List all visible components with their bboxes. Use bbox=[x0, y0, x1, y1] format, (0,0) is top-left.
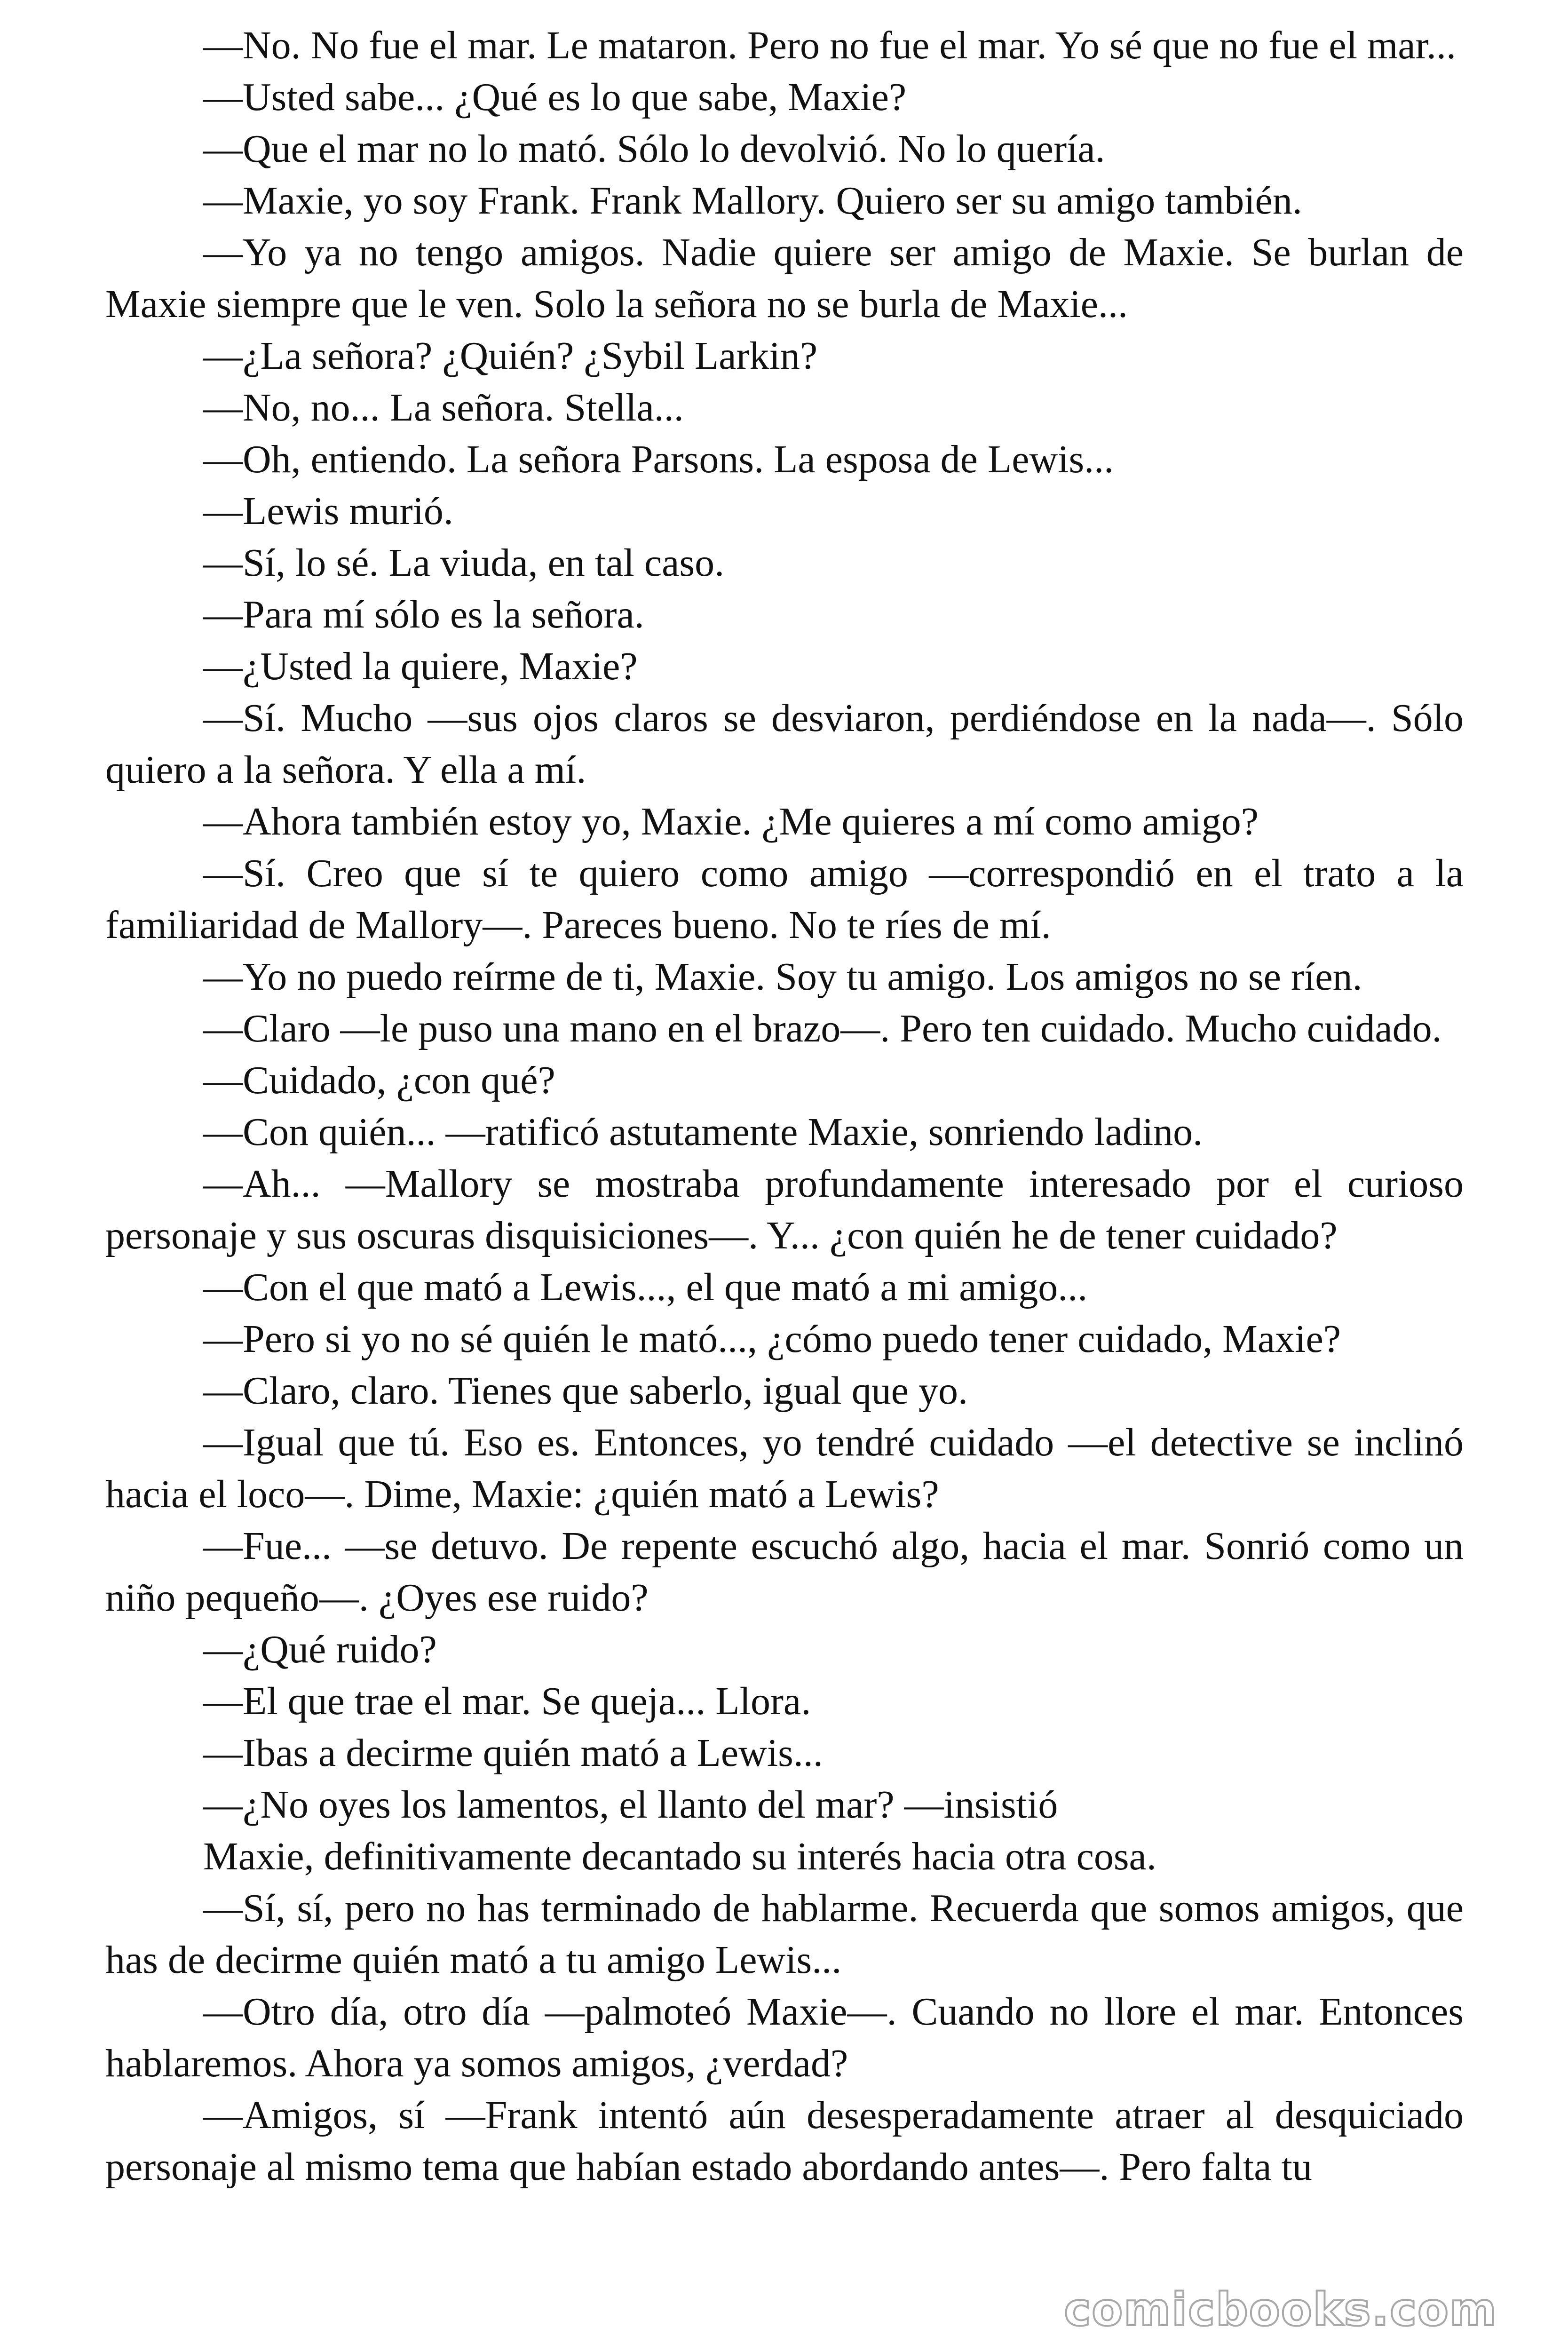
paragraph: —Ibas a decirme quién mató a Lewis... bbox=[203, 1731, 823, 1775]
paragraph: —Yo ya no tengo amigos. Nadie quiere ser amigo de Maxie. Se burlan de Maxie siempre que le ven. Solo la señora no se burla de Maxie... bbox=[105, 230, 1464, 326]
paragraph: Maxie, definitivamente decantado su interés hacia otra cosa. bbox=[203, 1835, 1156, 1878]
paragraph: —Ahora también estoy yo, Maxie. ¿Me quieres a mí como amigo? bbox=[203, 800, 1259, 843]
paragraph: —Claro —le puso una mano en el brazo—. Pero ten cuidado. Mucho cuidado. bbox=[203, 1007, 1442, 1050]
paragraph: —Con quién... —ratificó astutamente Maxie, sonriendo ladino. bbox=[203, 1110, 1203, 1154]
paragraph: —¿La señora? ¿Quién? ¿Sybil Larkin? bbox=[203, 334, 818, 378]
paragraph: —Maxie, yo soy Frank. Frank Mallory. Quiero ser su amigo también. bbox=[203, 179, 1302, 222]
paragraph: —Sí, sí, pero no has terminado de hablarme. Recuerda que somos amigos, que has de decirme quién mató a tu amigo Lewis... bbox=[105, 1886, 1464, 1982]
paragraph: —Ah... —Mallory se mostraba profundamente interesado por el curioso personaje y sus oscuras disquisiciones—. Y... ¿con quién he de tener cuidado? bbox=[105, 1162, 1464, 1257]
paragraph: —Con el que mató a Lewis..., el que mató a mi amigo... bbox=[203, 1265, 1088, 1309]
paragraph: —No, no... La señora. Stella... bbox=[203, 386, 684, 429]
paragraph: —Cuidado, ¿con qué? bbox=[203, 1058, 555, 1102]
paragraph: —Amigos, sí —Frank intentó aún desesperadamente atraer al desquiciado personaje al mismo tema que habían estado abordando antes—. Pero falta tu bbox=[105, 2093, 1464, 2189]
paragraph: —Oh, entiendo. La señora Parsons. La esposa de Lewis... bbox=[203, 437, 1114, 481]
paragraph: —Claro, claro. Tienes que saberlo, igual que yo. bbox=[203, 1369, 968, 1413]
paragraph: —Sí. Mucho —sus ojos claros se desviaron, perdiéndose en la nada—. Sólo quiero a la señora. Y ella a mí. bbox=[105, 696, 1464, 792]
paragraph: —Sí. Creo que sí te quiero como amigo —correspondió en el trato a la familiaridad de Mallory—. Pareces bueno. No te ríes de mí. bbox=[105, 851, 1464, 947]
paragraph: —¿Usted la quiere, Maxie? bbox=[203, 644, 638, 688]
paragraph: —Lewis murió. bbox=[203, 489, 453, 533]
paragraph: —No. No fue el mar. Le mataron. Pero no fue el mar. Yo sé que no fue el mar... bbox=[203, 24, 1457, 67]
paragraph: —Sí, lo sé. La viuda, en tal caso. bbox=[203, 541, 725, 585]
paragraph: —Fue... —se detuvo. De repente escuchó algo, hacia el mar. Sonrió como un niño pequeño—. ¿Oyes ese ruido? bbox=[105, 1524, 1464, 1620]
paragraph: —Que el mar no lo mató. Sólo lo devolvió. No lo quería. bbox=[203, 127, 1105, 171]
paragraph: —Igual que tú. Eso es. Entonces, yo tendré cuidado —el detective se inclinó hacia el loco—. Dime, Maxie: ¿quién mató a Lewis? bbox=[105, 1421, 1464, 1516]
paragraph: —¿No oyes los lamentos, el llanto del mar? —insistió bbox=[203, 1783, 1058, 1827]
paragraph: —Yo no puedo reírme de ti, Maxie. Soy tu amigo. Los amigos no se ríen. bbox=[203, 955, 1362, 999]
document-body bbox=[105, 20, 1464, 2193]
watermark-logo: comicbooks.com bbox=[1064, 2283, 1497, 2336]
paragraph: —El que trae el mar. Se queja... Llora. bbox=[203, 1679, 811, 1723]
paragraph: —Usted sabe... ¿Qué es lo que sabe, Maxie? bbox=[203, 75, 907, 119]
paragraph: —Otro día, otro día —palmoteó Maxie—. Cuando no llore el mar. Entonces hablaremos. Ahora ya somos amigos, ¿verdad? bbox=[105, 1990, 1464, 2085]
paragraph: —¿Qué ruido? bbox=[203, 1628, 437, 1671]
paragraph: —Para mí sólo es la señora. bbox=[203, 593, 644, 636]
paragraph: —Pero si yo no sé quién le mató..., ¿cómo puedo tener cuidado, Maxie? bbox=[203, 1317, 1341, 1361]
